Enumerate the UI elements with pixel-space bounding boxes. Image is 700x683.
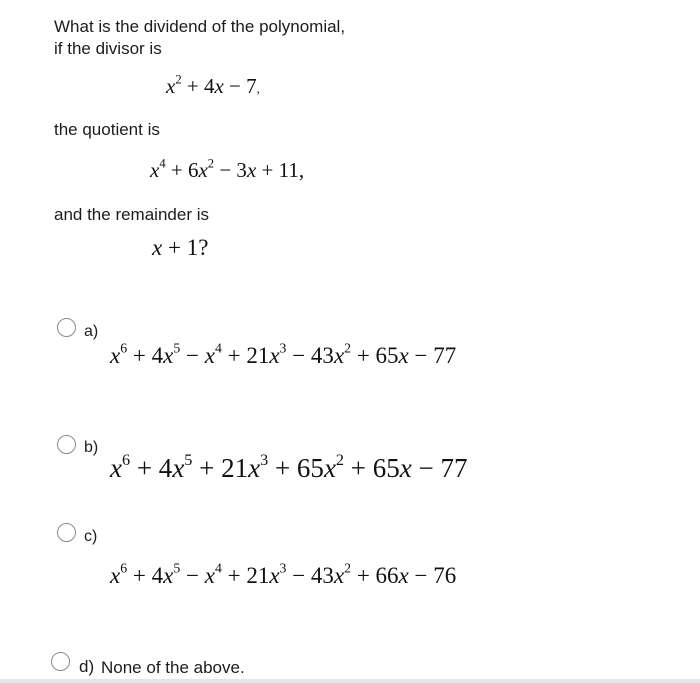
question-line-2: if the divisor is <box>54 39 162 58</box>
option-c-expression[interactable]: $x^6 + 4x^5 - x^4 + 21x^3 - 43x^2 + 66x - 76$ <box>110 560 457 588</box>
option-d-label: d) <box>79 657 95 676</box>
remainder-label: and the remainder is <box>54 205 209 224</box>
option-c-radio[interactable] <box>57 523 76 542</box>
option-b-radio[interactable] <box>57 435 76 454</box>
option-d-radio[interactable] <box>51 652 70 671</box>
option-c-label: c) <box>84 528 98 545</box>
option-b-label: b) <box>84 439 99 456</box>
option-a-label: a) <box>84 323 99 340</box>
bottom-border <box>0 679 700 683</box>
option-a-expression[interactable]: $x^6 + 4x^5 - x^4 + 21x^3 - 43x^2 + 65x - 77$ <box>110 340 457 368</box>
option-b-expression[interactable]: $x^6 + 4x^5 + 21x^3 + 65x^2 + 65x - 77$ <box>110 450 468 483</box>
quotient-expression: $x^4 + 6x^2 - 3x + 11$, <box>150 156 305 182</box>
divisor-expression: $x^2 + 4x - 7$, <box>166 72 260 98</box>
option-a-radio[interactable] <box>57 318 76 337</box>
remainder-expression: x + 1? <box>152 235 209 260</box>
option-d-text[interactable]: None of the above. <box>101 658 245 677</box>
quotient-label: the quotient is <box>54 120 160 139</box>
question-line-1: What is the dividend of the polynomial, <box>54 17 346 36</box>
